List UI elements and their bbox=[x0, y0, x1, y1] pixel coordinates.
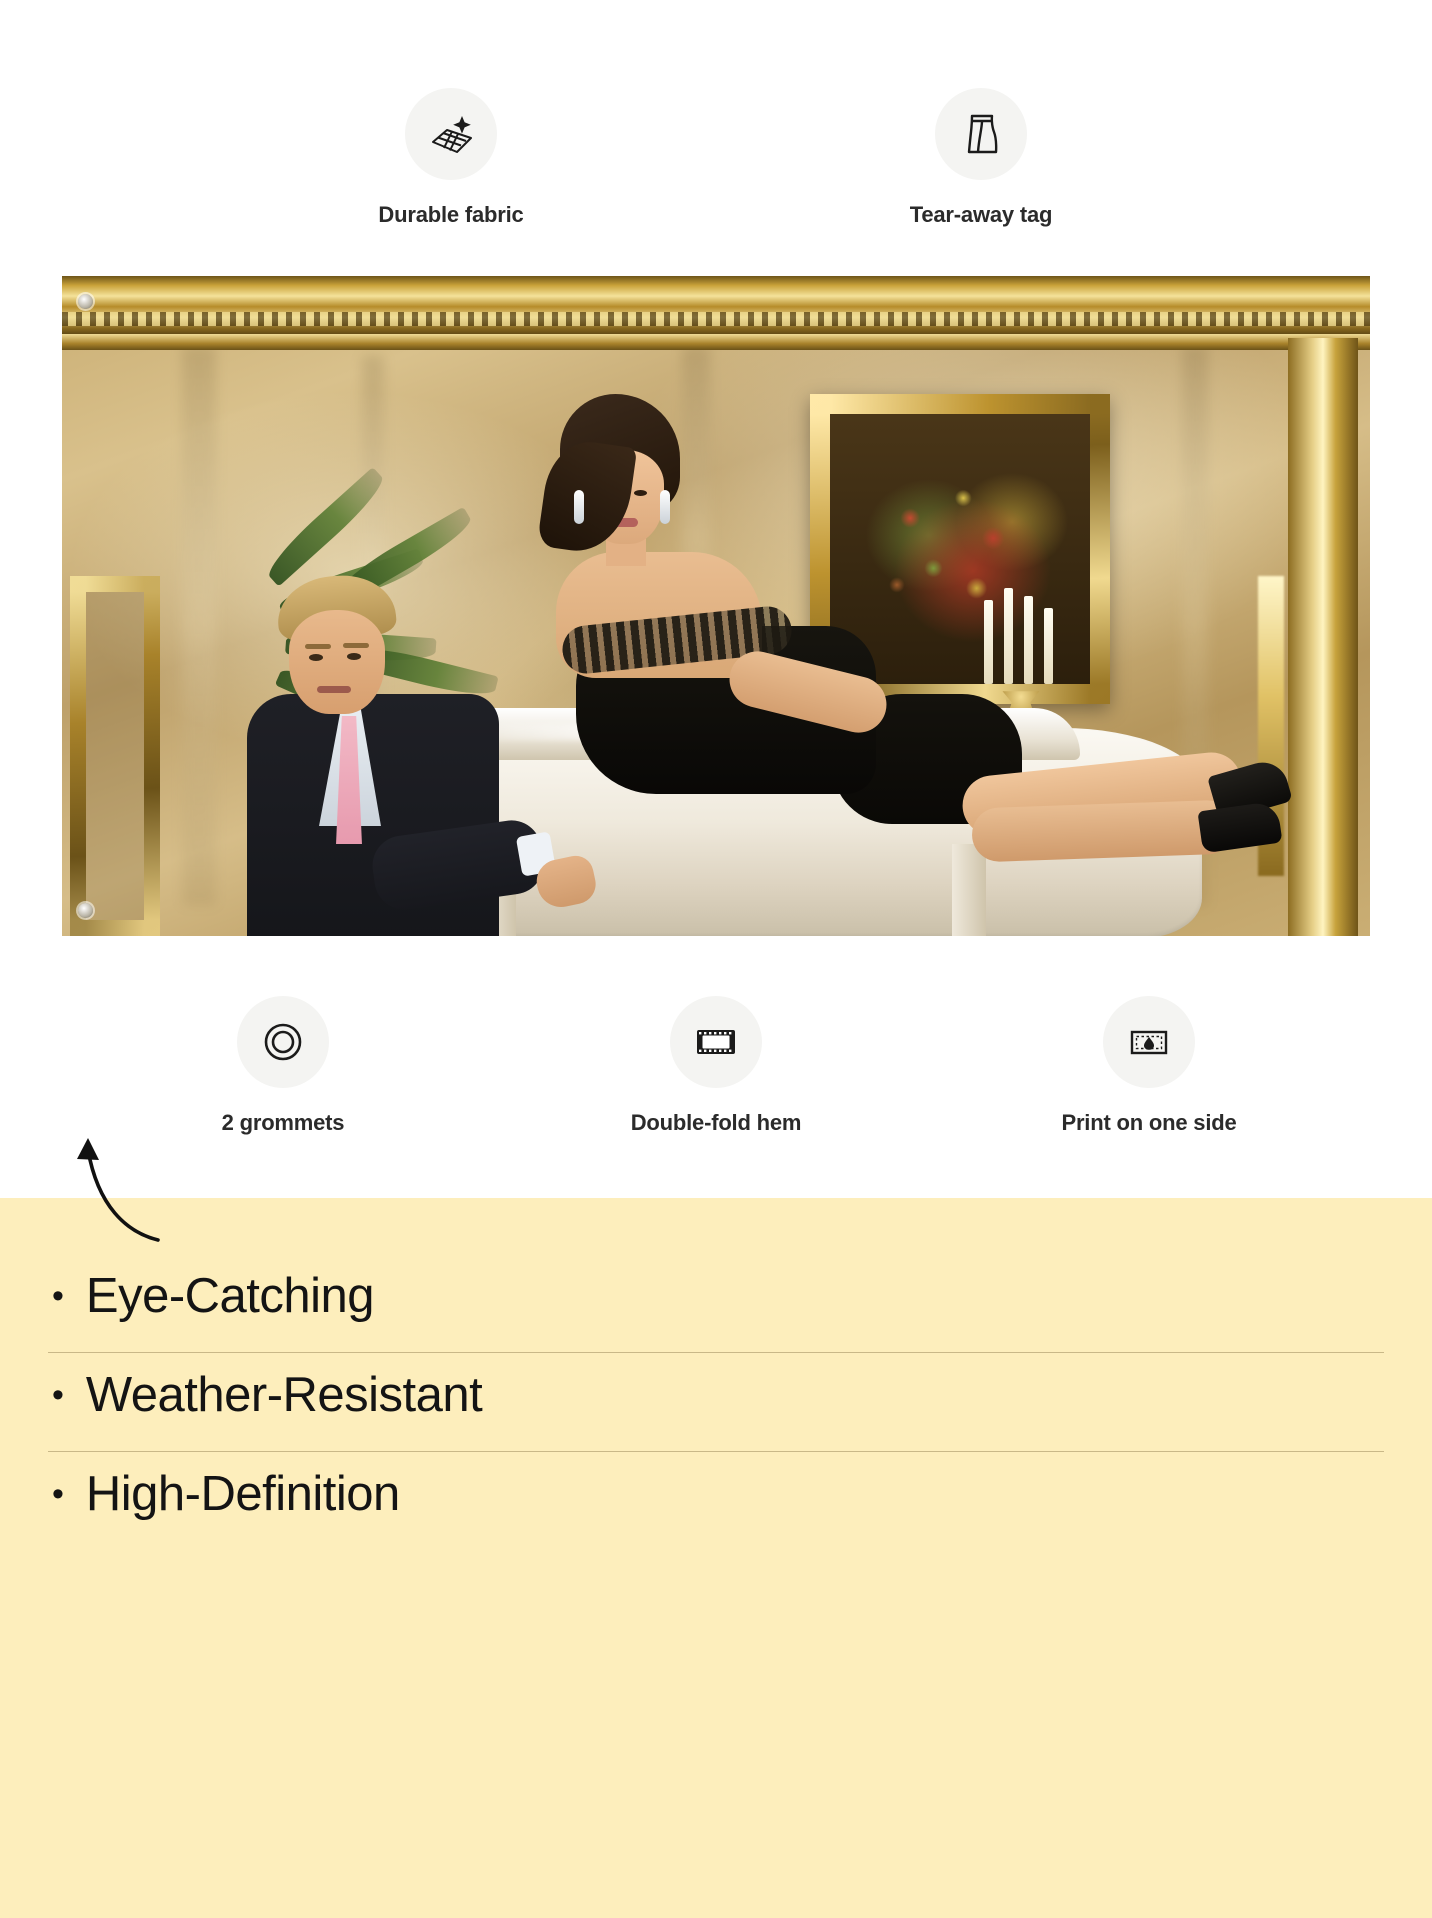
feature-2-grommets bbox=[148, 996, 418, 1136]
man-face bbox=[289, 610, 385, 714]
tag-icon bbox=[935, 88, 1027, 180]
highlight-item bbox=[48, 1452, 1384, 1550]
highlight-item bbox=[48, 1353, 1384, 1452]
feature-durable-fabric bbox=[336, 88, 566, 228]
woman-figure bbox=[532, 394, 1212, 936]
man-figure bbox=[247, 576, 507, 936]
wall-gilded-frame-left bbox=[70, 576, 160, 936]
bottom-left-grommet bbox=[78, 903, 93, 918]
grommet-ring-icon bbox=[237, 996, 329, 1088]
gold-crown-molding bbox=[62, 276, 1370, 338]
highlight-text: Weather-Resistant bbox=[85, 1368, 483, 1422]
feature-double-fold-hem bbox=[581, 996, 851, 1136]
hem-icon bbox=[670, 996, 762, 1088]
feature-label: Double-fold hem bbox=[630, 1110, 802, 1135]
feature-print-on-one-side bbox=[1014, 996, 1284, 1136]
print-one-side-icon bbox=[1103, 996, 1195, 1088]
bullet-icon: • bbox=[52, 1376, 64, 1414]
top-left-grommet bbox=[78, 294, 93, 309]
earring bbox=[660, 490, 670, 524]
highlight-text: Eye-Catching bbox=[85, 1269, 375, 1323]
grommet-pointer-arrow bbox=[68, 1128, 188, 1248]
gold-molding-band bbox=[62, 334, 1370, 350]
product-image-container[interactable] bbox=[0, 276, 1432, 936]
feature-label: Tear-away tag bbox=[909, 202, 1053, 227]
earring bbox=[574, 490, 584, 524]
printed-artwork bbox=[62, 276, 1370, 936]
gold-column-right bbox=[1288, 338, 1358, 936]
fabric-sparkle-icon bbox=[405, 88, 497, 180]
highlight-item bbox=[48, 1254, 1384, 1353]
highlight-text: High-Definition bbox=[85, 1467, 400, 1521]
top-feature-row bbox=[0, 0, 1432, 228]
wall-vein bbox=[182, 346, 216, 906]
molding-dentils bbox=[62, 312, 1370, 326]
bullet-icon: • bbox=[52, 1277, 64, 1315]
woman-leg bbox=[971, 799, 1235, 862]
feature-label: Durable fabric bbox=[378, 202, 524, 227]
banner-product-image[interactable] bbox=[62, 276, 1370, 936]
feature-tear-away-tag bbox=[866, 88, 1096, 228]
feature-label: Print on one side bbox=[1061, 1110, 1237, 1135]
man-mouth bbox=[317, 686, 351, 693]
feature-label: 2 grommets bbox=[221, 1110, 345, 1135]
highlights-panel bbox=[0, 1198, 1432, 1918]
bottom-feature-row bbox=[0, 936, 1432, 1136]
bullet-icon: • bbox=[52, 1475, 64, 1513]
